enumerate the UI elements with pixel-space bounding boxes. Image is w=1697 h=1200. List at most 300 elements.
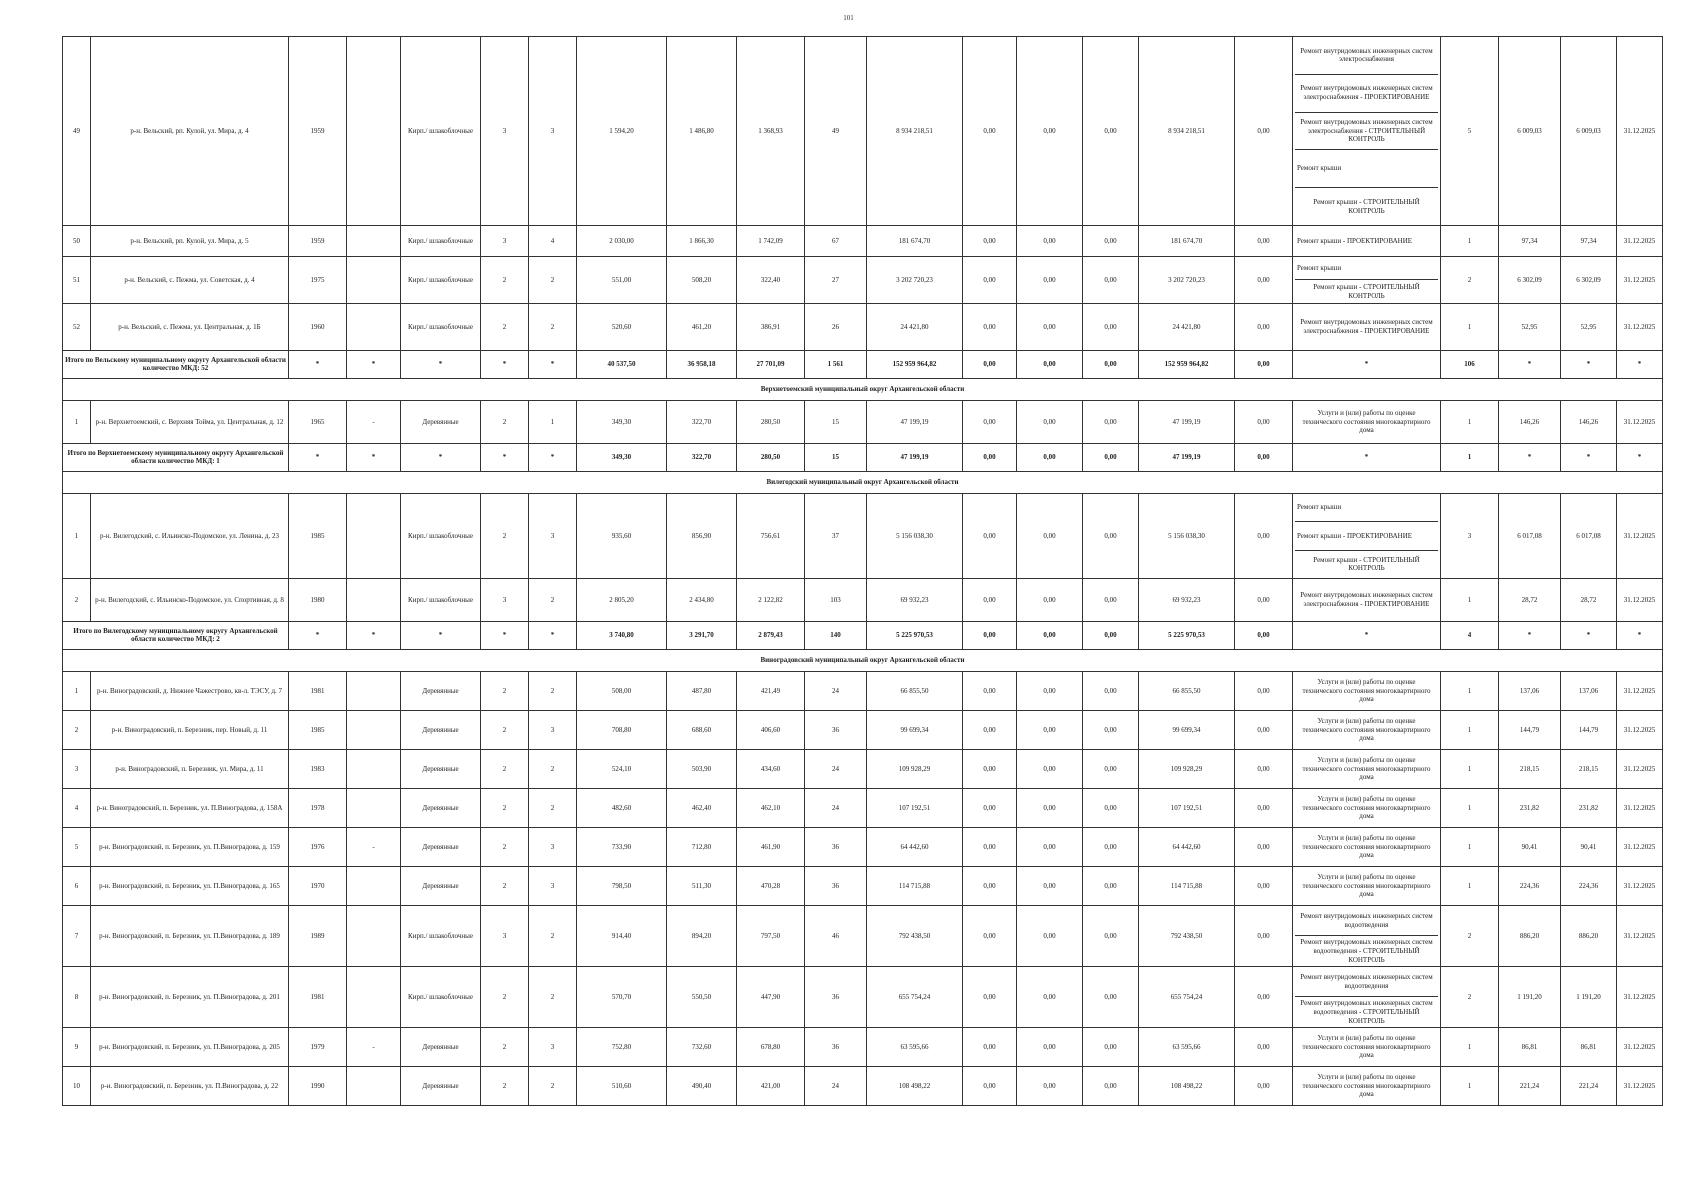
- year-built: 1976: [289, 827, 347, 866]
- entrances: 2: [529, 1066, 577, 1105]
- living-area: 2 434,80: [667, 578, 737, 621]
- cost-total: 69 932,23: [867, 578, 963, 621]
- cost-other: 0,00: [1235, 493, 1293, 578]
- cost-federal: 0,00: [963, 710, 1017, 749]
- work-item: Услуги и (или) работы по оценке технического состояния многоквартирного дома: [1302, 408, 1431, 435]
- cost-local: 0,00: [1083, 710, 1139, 749]
- cost-local: 0,00: [1083, 443, 1139, 471]
- unit-cost: 1 191,20: [1561, 966, 1617, 1027]
- year-commissioning: -: [347, 827, 401, 866]
- cost-other: 0,00: [1235, 1027, 1293, 1066]
- cost-federal: 0,00: [963, 827, 1017, 866]
- cost-total: 64 442,60: [867, 827, 963, 866]
- wall-material: Кирп./ шлакоблочные: [401, 578, 481, 621]
- works-type: *: [1293, 443, 1441, 471]
- row-number: 2: [63, 710, 91, 749]
- year-built: *: [289, 621, 347, 649]
- address: р-н. Виноградовский, п. Березник, пер. Новый, д. 11: [91, 710, 289, 749]
- year-built: 1985: [289, 493, 347, 578]
- cost-total: 152 959 964,82: [867, 350, 963, 378]
- cost-local: 0,00: [1083, 1066, 1139, 1105]
- completion-date: 31.12.2025: [1617, 225, 1663, 256]
- residential-area: 280,50: [737, 443, 805, 471]
- living-area: 487,80: [667, 671, 737, 710]
- table-row: [63, 1027, 1663, 1066]
- completion-date: 31.12.2025: [1617, 749, 1663, 788]
- cost-federal: 0,00: [963, 1027, 1017, 1066]
- completion-date: *: [1617, 443, 1663, 471]
- wall-material: Деревянные: [401, 671, 481, 710]
- total-area: 349,30: [577, 400, 667, 443]
- wall-material: Кирп./ шлакоблочные: [401, 905, 481, 966]
- address: р-н. Виноградовский, п. Березник, ул. П.Виноградова, д. 158А: [91, 788, 289, 827]
- entrances: 3: [529, 493, 577, 578]
- works-count: 2: [1441, 256, 1499, 303]
- unit-cost-max: 86,81: [1499, 1027, 1561, 1066]
- year-built: 1959: [289, 225, 347, 256]
- section-header-row: [63, 378, 1663, 400]
- residents: 37: [805, 493, 867, 578]
- work-item: Ремонт крыши: [1295, 494, 1438, 522]
- works-count: 1: [1441, 303, 1499, 350]
- residential-area: 27 701,09: [737, 350, 805, 378]
- cost-local: 0,00: [1083, 966, 1139, 1027]
- section-header-row: [63, 649, 1663, 671]
- row-number: 2: [63, 578, 91, 621]
- cost-owners: 69 932,23: [1139, 578, 1235, 621]
- works-count: 5: [1441, 37, 1499, 226]
- work-item: Ремонт внутридомовых инженерных систем электроснабжения - ПРОЕКТИРОВАНИЕ: [1300, 318, 1433, 335]
- cost-local: 0,00: [1083, 493, 1139, 578]
- cost-regional: 0,00: [1017, 303, 1083, 350]
- work-item: Ремонт внутридомовых инженерных систем электроснабжения - ПРОЕКТИРОВАНИЕ: [1295, 75, 1438, 113]
- table-row: [63, 493, 1663, 578]
- completion-date: 31.12.2025: [1617, 400, 1663, 443]
- cost-other: 0,00: [1235, 749, 1293, 788]
- row-number: 3: [63, 749, 91, 788]
- cost-other: 0,00: [1235, 400, 1293, 443]
- cost-federal: 0,00: [963, 966, 1017, 1027]
- cost-owners: 114 715,88: [1139, 866, 1235, 905]
- total-area: 510,60: [577, 1066, 667, 1105]
- cost-local: 0,00: [1083, 749, 1139, 788]
- completion-date: *: [1617, 350, 1663, 378]
- work-item: Услуги и (или) работы по оценке технического состояния многоквартирного дома: [1302, 1072, 1431, 1099]
- cost-regional: 0,00: [1017, 225, 1083, 256]
- living-area: 3 291,70: [667, 621, 737, 649]
- row-number: 4: [63, 788, 91, 827]
- row-number: 1: [63, 400, 91, 443]
- residential-area: 421,00: [737, 1066, 805, 1105]
- cost-owners: 107 192,51: [1139, 788, 1235, 827]
- table-row: [63, 303, 1663, 350]
- residential-area: 421,49: [737, 671, 805, 710]
- entrances: 2: [529, 966, 577, 1027]
- year-commissioning: [347, 1066, 401, 1105]
- cost-federal: 0,00: [963, 400, 1017, 443]
- cost-other: 0,00: [1235, 37, 1293, 226]
- completion-date: 31.12.2025: [1617, 1066, 1663, 1105]
- address: р-н. Виноградовский, п. Березник, ул. П.Виноградова, д. 22: [91, 1066, 289, 1105]
- cost-owners: 3 202 720,23: [1139, 256, 1235, 303]
- wall-material: Кирп./ шлакоблочные: [401, 37, 481, 226]
- cost-other: 0,00: [1235, 827, 1293, 866]
- year-built: 1965: [289, 400, 347, 443]
- wall-material: *: [401, 443, 481, 471]
- cost-regional: 0,00: [1017, 866, 1083, 905]
- total-area: 752,80: [577, 1027, 667, 1066]
- cost-owners: 99 699,34: [1139, 710, 1235, 749]
- works-count: 1: [1441, 710, 1499, 749]
- floors: 2: [481, 400, 529, 443]
- cost-regional: 0,00: [1017, 443, 1083, 471]
- cost-local: 0,00: [1083, 350, 1139, 378]
- unit-cost-max: 97,34: [1499, 225, 1561, 256]
- works-list: [1293, 905, 1441, 966]
- works-list: [1293, 493, 1441, 578]
- cost-owners: 5 156 038,30: [1139, 493, 1235, 578]
- total-area: 349,30: [577, 443, 667, 471]
- works-count: 4: [1441, 621, 1499, 649]
- cost-total: 114 715,88: [867, 866, 963, 905]
- total-area: 2 805,20: [577, 578, 667, 621]
- cost-total: 47 199,19: [867, 400, 963, 443]
- cost-local: 0,00: [1083, 400, 1139, 443]
- residential-area: 2 879,43: [737, 621, 805, 649]
- works-count: 1: [1441, 1027, 1499, 1066]
- residents: 15: [805, 443, 867, 471]
- year-built: 1990: [289, 1066, 347, 1105]
- cost-local: 0,00: [1083, 578, 1139, 621]
- works-list: [1293, 827, 1441, 866]
- year-commissioning: [347, 866, 401, 905]
- works-list: [1293, 788, 1441, 827]
- work-item: Ремонт внутридомовых инженерных систем водоотведения - СТРОИТЕЛЬНЫЙ КОНТРОЛЬ: [1300, 999, 1433, 1025]
- year-commissioning: [347, 225, 401, 256]
- year-built: 1981: [289, 671, 347, 710]
- address: р-н. Вилегодский, с. Ильинско-Подомское, ул. Спортивная, д. 8: [91, 578, 289, 621]
- table-row: [63, 966, 1663, 1027]
- cost-total: 108 498,22: [867, 1066, 963, 1105]
- table-row: [63, 749, 1663, 788]
- unit-cost-max: 231,82: [1499, 788, 1561, 827]
- living-area: 1 866,30: [667, 225, 737, 256]
- floors: 2: [481, 749, 529, 788]
- year-commissioning: *: [347, 621, 401, 649]
- completion-date: 31.12.2025: [1617, 905, 1663, 966]
- year-built: 1975: [289, 256, 347, 303]
- table-row: [63, 37, 1663, 226]
- living-area: 36 958,18: [667, 350, 737, 378]
- completion-date: 31.12.2025: [1617, 966, 1663, 1027]
- unit-cost-max: 218,15: [1499, 749, 1561, 788]
- unit-cost: 6 017,08: [1561, 493, 1617, 578]
- address: р-н. Виноградовский, д. Нижнее Чажестрово, кв-л. ТЭСУ, д. 7: [91, 671, 289, 710]
- entrances: 2: [529, 905, 577, 966]
- year-built: 1983: [289, 749, 347, 788]
- work-item: Ремонт крыши: [1295, 150, 1438, 188]
- completion-date: 31.12.2025: [1617, 827, 1663, 866]
- floors: 2: [481, 966, 529, 1027]
- total-label: Итого по Вилегодскому муниципальному округу Архангельской области количество МКД: 2: [63, 621, 289, 649]
- cost-total: 99 699,34: [867, 710, 963, 749]
- floors: *: [481, 443, 529, 471]
- year-commissioning: [347, 256, 401, 303]
- row-number: 7: [63, 905, 91, 966]
- cost-total: 63 595,66: [867, 1027, 963, 1066]
- cost-local: 0,00: [1083, 788, 1139, 827]
- address: р-н. Вельский, с. Пежма, ул. Центральная, д. 1Б: [91, 303, 289, 350]
- residents: 36: [805, 966, 867, 1027]
- completion-date: 31.12.2025: [1617, 303, 1663, 350]
- year-commissioning: [347, 37, 401, 226]
- total-area: 40 537,50: [577, 350, 667, 378]
- address: р-н. Виноградовский, п. Березник, ул. П.Виноградова, д. 205: [91, 1027, 289, 1066]
- works-count: 1: [1441, 443, 1499, 471]
- unit-cost-max: 1 191,20: [1499, 966, 1561, 1027]
- floors: 2: [481, 493, 529, 578]
- page-number: 101: [843, 14, 854, 22]
- cost-other: 0,00: [1235, 443, 1293, 471]
- residents: 140: [805, 621, 867, 649]
- floors: 3: [481, 578, 529, 621]
- residential-area: 322,40: [737, 256, 805, 303]
- cost-regional: 0,00: [1017, 493, 1083, 578]
- year-built: 1979: [289, 1027, 347, 1066]
- works-count: 1: [1441, 671, 1499, 710]
- cost-local: 0,00: [1083, 256, 1139, 303]
- floors: 2: [481, 788, 529, 827]
- wall-material: Кирп./ шлакоблочные: [401, 256, 481, 303]
- year-commissioning: [347, 578, 401, 621]
- entrances: 2: [529, 578, 577, 621]
- floors: 2: [481, 827, 529, 866]
- year-built: 1970: [289, 866, 347, 905]
- cost-local: 0,00: [1083, 1027, 1139, 1066]
- cost-federal: 0,00: [963, 443, 1017, 471]
- work-item: Ремонт крыши - СТРОИТЕЛЬНЫЙ КОНТРОЛЬ: [1313, 555, 1420, 573]
- cost-total: 66 855,50: [867, 671, 963, 710]
- cost-federal: 0,00: [963, 788, 1017, 827]
- floors: 2: [481, 710, 529, 749]
- cost-local: 0,00: [1083, 225, 1139, 256]
- cost-federal: 0,00: [963, 225, 1017, 256]
- cost-other: 0,00: [1235, 225, 1293, 256]
- floors: 3: [481, 225, 529, 256]
- year-commissioning: *: [347, 350, 401, 378]
- table-row: [63, 1066, 1663, 1105]
- total-label: Итого по Верхнетоемскому муниципальному округу Архангельской области количество МКД: 1: [63, 443, 289, 471]
- work-item: Услуги и (или) работы по оценке технического состояния многоквартирного дома: [1302, 755, 1431, 782]
- year-built: 1980: [289, 578, 347, 621]
- works-list: [1293, 578, 1441, 621]
- cost-owners: 655 754,24: [1139, 966, 1235, 1027]
- residential-area: 1 742,09: [737, 225, 805, 256]
- year-built: 1960: [289, 303, 347, 350]
- unit-cost: 886,20: [1561, 905, 1617, 966]
- cost-federal: 0,00: [963, 905, 1017, 966]
- works-list: [1293, 866, 1441, 905]
- residential-area: 797,50: [737, 905, 805, 966]
- works-count: 1: [1441, 225, 1499, 256]
- cost-owners: 181 674,70: [1139, 225, 1235, 256]
- floors: 3: [481, 37, 529, 226]
- work-item: Услуги и (или) работы по оценке технического состояния многоквартирного дома: [1302, 677, 1431, 704]
- residents: 24: [805, 1066, 867, 1105]
- total-area: 914,40: [577, 905, 667, 966]
- total-area: 524,10: [577, 749, 667, 788]
- cost-local: 0,00: [1083, 37, 1139, 226]
- works-count: 1: [1441, 866, 1499, 905]
- address: р-н. Верхнетоемский, с. Верхняя Тойма, ул. Центральная, д. 12: [91, 400, 289, 443]
- cost-federal: 0,00: [963, 578, 1017, 621]
- cost-other: 0,00: [1235, 710, 1293, 749]
- work-item: Ремонт крыши - СТРОИТЕЛЬНЫЙ КОНТРОЛЬ: [1313, 197, 1420, 215]
- unit-cost: 6 009,03: [1561, 37, 1617, 226]
- year-commissioning: -: [347, 1027, 401, 1066]
- cost-federal: 0,00: [963, 493, 1017, 578]
- cost-other: 0,00: [1235, 256, 1293, 303]
- work-item: Ремонт крыши - ПРОЕКТИРОВАНИЕ: [1295, 522, 1438, 550]
- wall-material: *: [401, 621, 481, 649]
- works-list: [1293, 400, 1441, 443]
- entrances: 2: [529, 749, 577, 788]
- table-row: [63, 827, 1663, 866]
- works-list: [1293, 256, 1441, 303]
- works-list: [1293, 710, 1441, 749]
- residential-area: 678,80: [737, 1027, 805, 1066]
- entrances: 2: [529, 303, 577, 350]
- work-item: Услуги и (или) работы по оценке технического состояния многоквартирного дома: [1302, 794, 1431, 821]
- residents: 24: [805, 749, 867, 788]
- housing-repair-table: [62, 36, 1663, 1106]
- cost-regional: 0,00: [1017, 578, 1083, 621]
- row-number: 5: [63, 827, 91, 866]
- row-number: 9: [63, 1027, 91, 1066]
- total-area: 551,00: [577, 256, 667, 303]
- unit-cost-max: *: [1499, 621, 1561, 649]
- living-area: 688,60: [667, 710, 737, 749]
- unit-cost: 146,26: [1561, 400, 1617, 443]
- works-count: 1: [1441, 578, 1499, 621]
- total-area: 2 030,00: [577, 225, 667, 256]
- row-number: 6: [63, 866, 91, 905]
- unit-cost: *: [1561, 350, 1617, 378]
- living-area: 732,60: [667, 1027, 737, 1066]
- cost-local: 0,00: [1083, 671, 1139, 710]
- works-list: [1293, 37, 1441, 226]
- year-commissioning: -: [347, 400, 401, 443]
- unit-cost: 28,72: [1561, 578, 1617, 621]
- entrances: 2: [529, 256, 577, 303]
- cost-regional: 0,00: [1017, 1027, 1083, 1066]
- residents: 67: [805, 225, 867, 256]
- works-count: 1: [1441, 788, 1499, 827]
- cost-regional: 0,00: [1017, 966, 1083, 1027]
- cost-total: 109 928,29: [867, 749, 963, 788]
- residential-area: 1 368,93: [737, 37, 805, 226]
- cost-regional: 0,00: [1017, 350, 1083, 378]
- total-area: 935,60: [577, 493, 667, 578]
- cost-other: 0,00: [1235, 621, 1293, 649]
- work-item: Ремонт крыши - СТРОИТЕЛЬНЫЙ КОНТРОЛЬ: [1313, 282, 1420, 300]
- work-item: Ремонт внутридомовых инженерных систем водоотведения: [1295, 967, 1438, 998]
- cost-regional: 0,00: [1017, 905, 1083, 966]
- completion-date: 31.12.2025: [1617, 866, 1663, 905]
- unit-cost: 224,36: [1561, 866, 1617, 905]
- year-commissioning: *: [347, 443, 401, 471]
- work-item: Ремонт внутридомовых инженерных систем электроснабжения: [1295, 37, 1438, 75]
- cost-total: 655 754,24: [867, 966, 963, 1027]
- work-item: Услуги и (или) работы по оценке технического состояния многоквартирного дома: [1302, 716, 1431, 743]
- unit-cost-max: 6 009,03: [1499, 37, 1561, 226]
- entrances: 4: [529, 225, 577, 256]
- wall-material: Кирп./ шлакоблочные: [401, 493, 481, 578]
- residents: 15: [805, 400, 867, 443]
- year-commissioning: [347, 303, 401, 350]
- works-list: [1293, 303, 1441, 350]
- works-list: [1293, 749, 1441, 788]
- wall-material: Кирп./ шлакоблочные: [401, 966, 481, 1027]
- row-number: 50: [63, 225, 91, 256]
- completion-date: *: [1617, 621, 1663, 649]
- year-built: 1959: [289, 37, 347, 226]
- row-number: 51: [63, 256, 91, 303]
- wall-material: Деревянные: [401, 710, 481, 749]
- address: р-н. Вилегодский, с. Ильинско-Подомское, ул. Ленина, д. 23: [91, 493, 289, 578]
- row-number: 1: [63, 493, 91, 578]
- unit-cost: 137,06: [1561, 671, 1617, 710]
- row-number: 1: [63, 671, 91, 710]
- residential-area: 406,60: [737, 710, 805, 749]
- completion-date: 31.12.2025: [1617, 493, 1663, 578]
- cost-federal: 0,00: [963, 37, 1017, 226]
- address: р-н. Вельский, рп. Кулой, ул. Мира, д. 4: [91, 37, 289, 226]
- cost-total: 107 192,51: [867, 788, 963, 827]
- cost-owners: 792 438,50: [1139, 905, 1235, 966]
- floors: 2: [481, 1027, 529, 1066]
- entrances: 3: [529, 37, 577, 226]
- cost-owners: 47 199,19: [1139, 443, 1235, 471]
- row-number: 49: [63, 37, 91, 226]
- works-count: 2: [1441, 905, 1499, 966]
- unit-cost: *: [1561, 443, 1617, 471]
- works-count: 1: [1441, 400, 1499, 443]
- cost-owners: 63 595,66: [1139, 1027, 1235, 1066]
- wall-material: Деревянные: [401, 866, 481, 905]
- row-number: 8: [63, 966, 91, 1027]
- cost-total: 5 225 970,53: [867, 621, 963, 649]
- unit-cost: 221,24: [1561, 1066, 1617, 1105]
- cost-other: 0,00: [1235, 350, 1293, 378]
- cost-total: 792 438,50: [867, 905, 963, 966]
- works-count: 2: [1441, 966, 1499, 1027]
- unit-cost: 90,41: [1561, 827, 1617, 866]
- completion-date: 31.12.2025: [1617, 578, 1663, 621]
- residents: 36: [805, 710, 867, 749]
- cost-owners: 8 934 218,51: [1139, 37, 1235, 226]
- wall-material: Деревянные: [401, 1027, 481, 1066]
- work-item: Ремонт внутридомовых инженерных систем водоотведения - СТРОИТЕЛЬНЫЙ КОНТРОЛЬ: [1300, 938, 1433, 964]
- living-area: 322,70: [667, 443, 737, 471]
- works-list: [1293, 966, 1441, 1027]
- works-type: *: [1293, 621, 1441, 649]
- wall-material: Деревянные: [401, 788, 481, 827]
- completion-date: 31.12.2025: [1617, 256, 1663, 303]
- cost-local: 0,00: [1083, 827, 1139, 866]
- residential-area: 462,10: [737, 788, 805, 827]
- cost-other: 0,00: [1235, 866, 1293, 905]
